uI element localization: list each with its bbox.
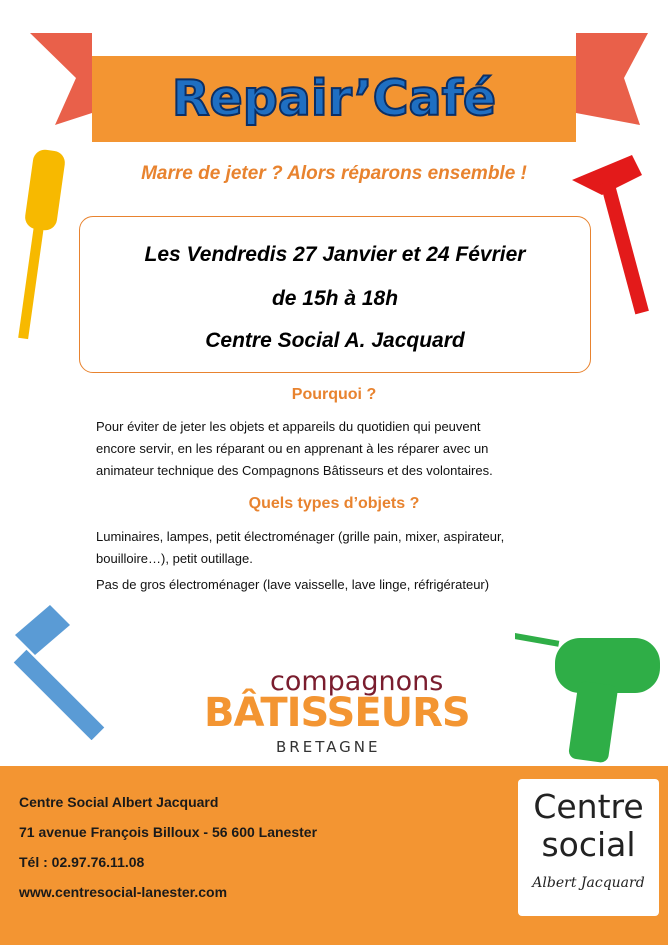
objects-line: Luminaires, lampes, petit électroménager (grille pain, mixer, aspirateur, (96, 529, 505, 544)
why-paragraph (96, 416, 580, 482)
event-place: Centre Social A. Jacquard (205, 329, 465, 352)
logo-word-bretagne: BRETAGNE (276, 738, 381, 756)
drill-icon (515, 628, 665, 763)
objects-paragraph (96, 526, 580, 596)
event-hours: de 15h à 18h (271, 287, 399, 310)
tagline: Marre de jeter ? Alors réparons ensemble ! (141, 163, 527, 184)
event-dates: Les Vendredis 27 Janvier et 24 Février (144, 243, 526, 266)
centre-social-logo (518, 779, 659, 916)
cs-logo-word3: Albert Jacquard (532, 875, 645, 891)
objects-line: bouilloire…), petit outillage. (96, 551, 253, 566)
why-line: encore servir, en les réparant ou en apprenant à les réparer avec un (96, 441, 489, 456)
event-info-box (79, 216, 591, 373)
hammer-blue-icon (10, 600, 160, 740)
logo-word-batisseurs: BÂTISSEURS (204, 690, 470, 736)
why-line: Pour éviter de jeter les objets et appareils du quotidien qui peuvent (96, 419, 481, 434)
logo-word-compagnons: compagnons (270, 666, 444, 697)
footer-address: 71 avenue François Billoux - 56 600 Lanester (19, 824, 318, 840)
page-title: Repair’Café (171, 70, 497, 127)
footer-website[interactable]: www.centresocial-lanester.com (19, 884, 228, 900)
why-heading: Pourquoi ? (291, 386, 377, 403)
why-line: animateur technique des Compagnons Bâtisseurs et des volontaires. (96, 463, 493, 478)
footer-phone: Tél : 02.97.76.11.08 (19, 854, 145, 870)
footer-name: Centre Social Albert Jacquard (19, 794, 219, 810)
objects-line: Pas de gros électroménager (lave vaisselle, lave linge, réfrigérateur) (96, 577, 490, 592)
objects-heading: Quels types d’objets ? (248, 495, 420, 512)
cs-logo-word1: Centre (533, 787, 644, 826)
compagnons-batisseurs-logo (200, 642, 470, 757)
cs-logo-word2: social (541, 825, 636, 864)
